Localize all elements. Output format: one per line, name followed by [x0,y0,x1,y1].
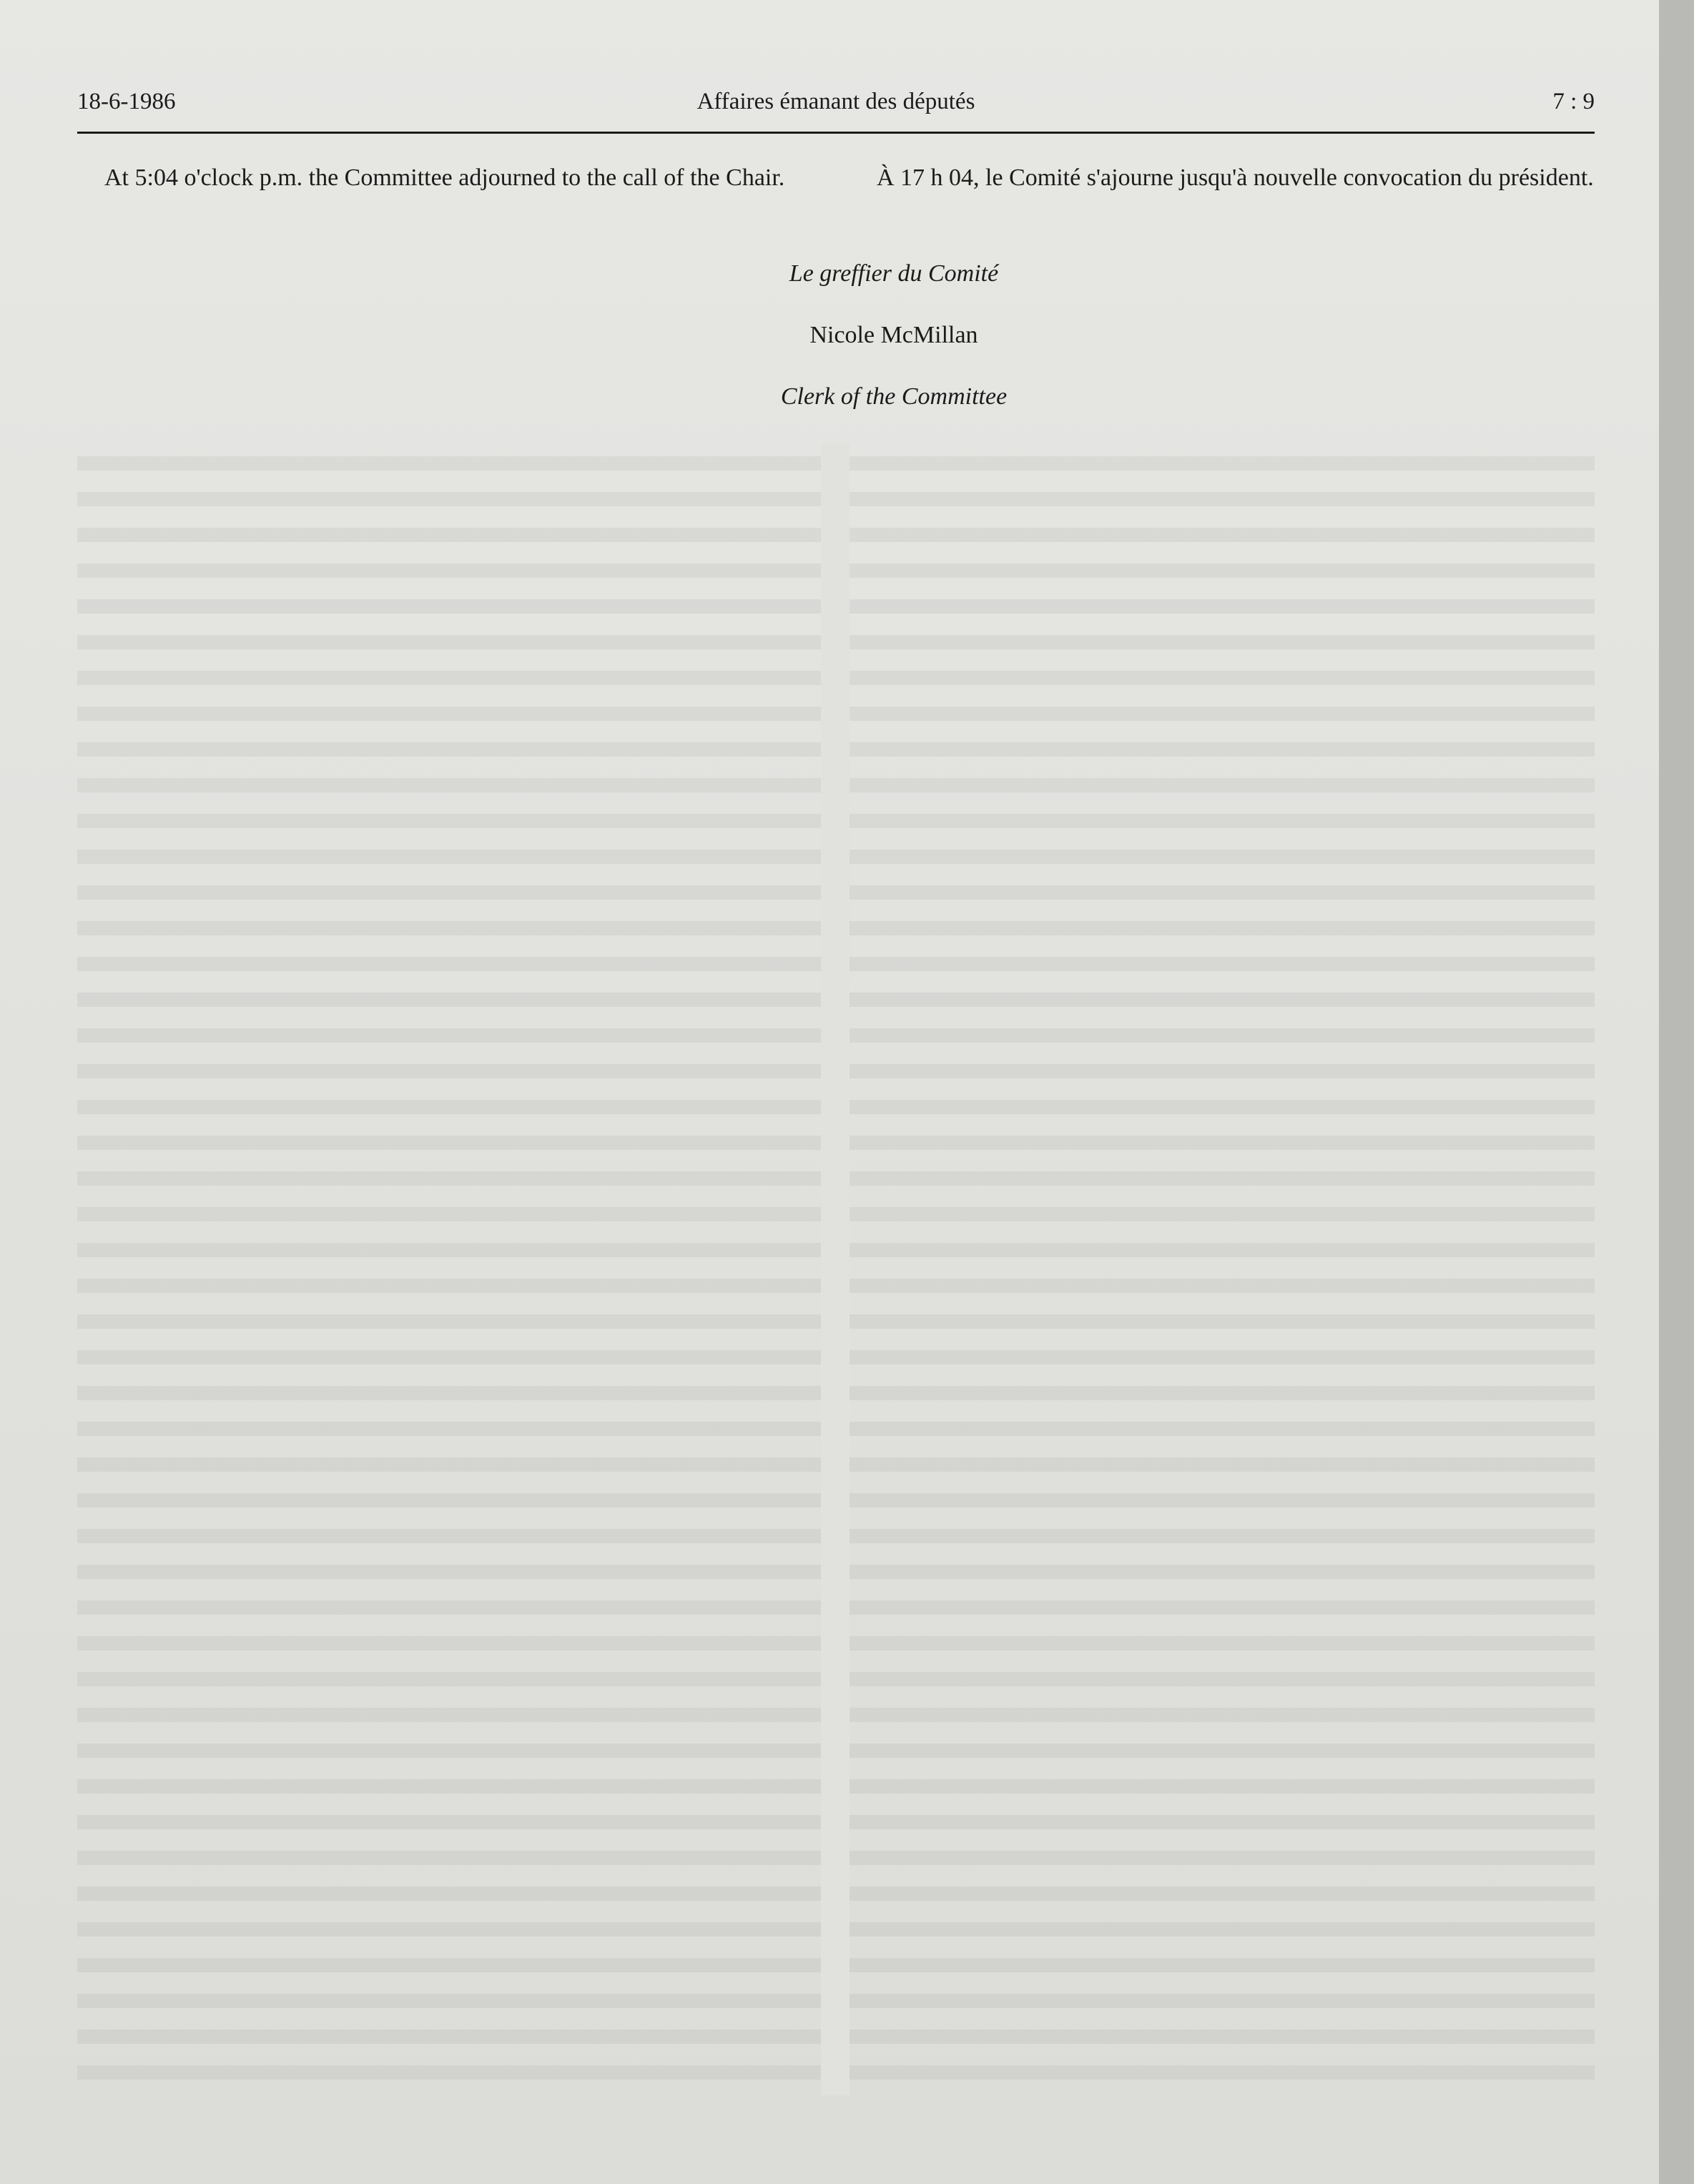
header-title: Affaires émanant des députés [696,89,975,114]
clerk-title-fr: Le greffier du Comité [789,260,999,287]
header-page-number: 7 : 9 [1552,89,1595,114]
english-column [77,160,821,196]
clerk-title-en: Clerk of the Committee [780,383,1008,410]
clerk-name: Nicole McMillan [809,322,978,348]
page-header [77,84,1595,134]
page-edge [1659,0,1694,2184]
header-date: 18-6-1986 [77,89,176,114]
french-column [850,160,1595,196]
signature-block [608,256,1180,441]
show-through-texture [77,443,1595,2095]
column-gutter [821,443,850,2095]
adjournment-paragraph-fr: À 17 h 04, le Comité s'ajourne jusqu'à nouvelle convocation du président. [877,164,1594,191]
adjournment-paragraph-en: At 5:04 o'clock p.m. the Committee adjourned to the call of the Chair. [104,164,785,191]
